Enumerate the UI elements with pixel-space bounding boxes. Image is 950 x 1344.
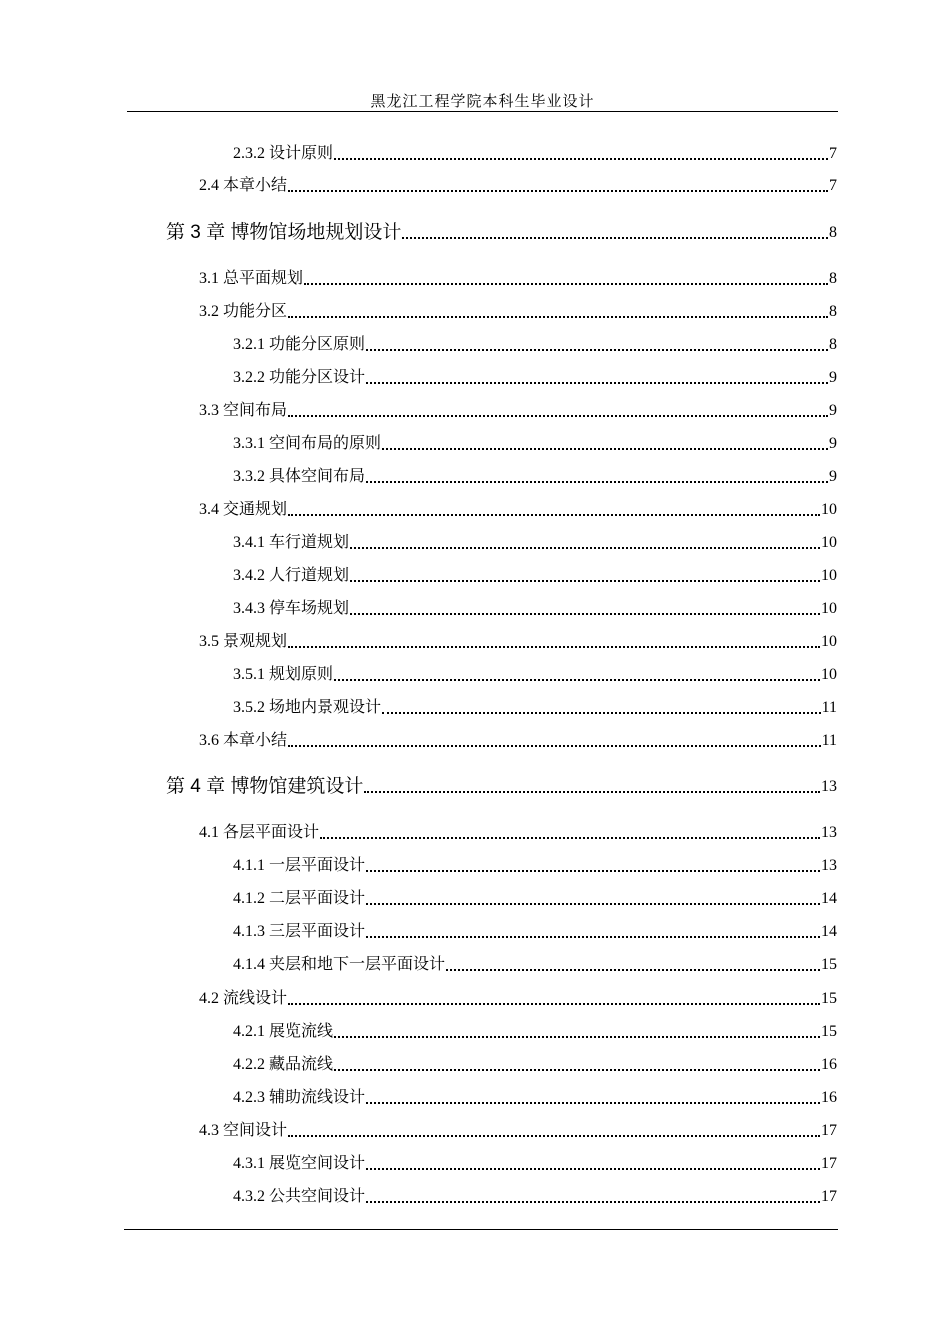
page-header: 黑龙江工程学院本科生毕业设计 — [370, 94, 595, 110]
toc-entry[interactable] — [199, 819, 837, 843]
toc-entry[interactable] — [233, 529, 837, 553]
toc-entry[interactable] — [233, 1183, 837, 1207]
toc-entry[interactable] — [233, 562, 837, 586]
toc-page-number: 15 — [821, 990, 837, 1007]
toc-chapter-entry[interactable] — [166, 773, 837, 797]
toc-page-number: 16 — [821, 1089, 837, 1106]
toc-entry[interactable] — [233, 694, 837, 718]
toc-dot-leader — [382, 448, 828, 450]
toc-dot-leader — [334, 1069, 820, 1071]
toc-chapter-entry[interactable] — [166, 219, 837, 243]
toc-page-number: 11 — [821, 732, 837, 749]
toc-page-number: 10 — [821, 567, 837, 584]
toc-dot-leader — [334, 1036, 820, 1038]
toc-page-number: 8 — [829, 336, 837, 353]
toc-dot-leader — [288, 745, 821, 747]
toc-entry[interactable] — [199, 172, 837, 196]
toc-dot-leader — [334, 158, 828, 160]
toc-dot-leader — [366, 1102, 820, 1104]
toc-page-number: 14 — [821, 890, 837, 907]
toc-dot-leader — [446, 969, 820, 971]
toc-dot-leader — [366, 481, 828, 483]
toc-entry-title: 4.3 空间设计 — [199, 1122, 288, 1139]
toc-dot-leader — [288, 1135, 820, 1137]
toc-dot-leader — [402, 237, 828, 239]
toc-entry[interactable] — [233, 918, 837, 942]
toc-entry[interactable] — [233, 430, 837, 454]
toc-entry[interactable] — [199, 1117, 837, 1141]
toc-dot-leader — [366, 382, 828, 384]
toc-entry[interactable] — [233, 1150, 837, 1174]
toc-page-number: 13 — [821, 824, 837, 841]
toc-page-number: 9 — [829, 435, 837, 452]
toc-dot-leader — [288, 646, 820, 648]
toc-entry-title: 4.1.3 三层平面设计 — [233, 923, 366, 940]
toc-entry[interactable] — [233, 140, 837, 164]
toc-dot-leader — [366, 1201, 820, 1203]
toc-entry-title: 3.4.1 车行道规划 — [233, 534, 350, 551]
toc-entry-title: 4.1.4 夹层和地下一层平面设计 — [233, 956, 446, 973]
toc-entry-title: 3.2.1 功能分区原则 — [233, 336, 366, 353]
toc-dot-leader — [288, 316, 828, 318]
toc-dot-leader — [366, 349, 828, 351]
toc-dot-leader — [288, 415, 828, 417]
toc-dot-leader — [304, 283, 828, 285]
toc-entry-title: 2.3.2 设计原则 — [233, 145, 334, 162]
toc-dot-leader — [366, 870, 820, 872]
toc-page-number: 17 — [821, 1122, 837, 1139]
toc-entry[interactable] — [199, 727, 837, 751]
toc-entry-title: 2.4 本章小结 — [199, 177, 288, 194]
toc-page-number: 13 — [821, 778, 837, 795]
toc-entry[interactable] — [233, 1084, 837, 1108]
toc-entry-title: 3.2 功能分区 — [199, 303, 288, 320]
toc-dot-leader — [364, 791, 820, 793]
toc-entry-title: 3.3.1 空间布局的原则 — [233, 435, 382, 452]
toc-entry-title: 4.2.2 藏品流线 — [233, 1056, 334, 1073]
toc-entry-title: 4.1 各层平面设计 — [199, 824, 320, 841]
toc-entry[interactable] — [199, 298, 837, 322]
toc-dot-leader — [366, 903, 820, 905]
toc-dot-leader — [366, 936, 820, 938]
toc-entry[interactable] — [233, 463, 837, 487]
toc-page-number: 17 — [821, 1155, 837, 1172]
toc-page-number: 7 — [829, 145, 837, 162]
toc-dot-leader — [288, 514, 820, 516]
toc-entry[interactable] — [233, 661, 837, 685]
toc-dot-leader — [366, 1168, 820, 1170]
toc-entry-title: 3.2.2 功能分区设计 — [233, 369, 366, 386]
toc-entry-title: 4.2 流线设计 — [199, 990, 288, 1007]
toc-page-number: 14 — [821, 923, 837, 940]
toc-entry-title: 3.3 空间布局 — [199, 402, 288, 419]
toc-entry[interactable] — [233, 595, 837, 619]
toc-entry[interactable] — [199, 496, 837, 520]
toc-dot-leader — [288, 190, 828, 192]
toc-page-number: 8 — [829, 224, 837, 241]
toc-page-number: 10 — [821, 633, 837, 650]
toc-entry-title: 3.5.2 场地内景观设计 — [233, 699, 382, 716]
toc-entry-title: 4.1.2 二层平面设计 — [233, 890, 366, 907]
toc-entry[interactable] — [233, 364, 837, 388]
toc-dot-leader — [334, 679, 820, 681]
toc-entry-title: 3.4 交通规划 — [199, 501, 288, 518]
toc-entry-title: 3.4.3 停车场规划 — [233, 600, 350, 617]
toc-entry[interactable] — [199, 265, 837, 289]
toc-entry-title: 3.3.2 具体空间布局 — [233, 468, 366, 485]
footer-divider — [124, 1229, 838, 1230]
toc-entry[interactable] — [233, 1051, 837, 1075]
toc-entry[interactable] — [233, 852, 837, 876]
toc-dot-leader — [320, 837, 820, 839]
toc-page-number: 9 — [829, 468, 837, 485]
toc-entry-title: 3.6 本章小结 — [199, 732, 288, 749]
toc-entry-title: 4.1.1 一层平面设计 — [233, 857, 366, 874]
toc-dot-leader — [350, 547, 820, 549]
toc-page-number: 7 — [829, 177, 837, 194]
toc-entry[interactable] — [199, 628, 837, 652]
toc-page-number: 9 — [829, 402, 837, 419]
toc-entry[interactable] — [233, 951, 837, 975]
toc-entry[interactable] — [233, 885, 837, 909]
toc-page-number: 9 — [829, 369, 837, 386]
toc-entry-title: 3.4.2 人行道规划 — [233, 567, 350, 584]
toc-entry-title: 4.3.1 展览空间设计 — [233, 1155, 366, 1172]
toc-dot-leader — [350, 580, 820, 582]
toc-entry-title: 4.2.1 展览流线 — [233, 1023, 334, 1040]
toc-page-number: 15 — [821, 1023, 837, 1040]
toc-page-number: 10 — [821, 534, 837, 551]
toc-entry-title: 第 4 章 博物馆建筑设计 — [166, 776, 364, 797]
toc-entry-title: 第 3 章 博物馆场地规划设计 — [166, 222, 402, 243]
toc-page-number: 8 — [829, 270, 837, 287]
toc-page-number: 8 — [829, 303, 837, 320]
toc-page-number: 16 — [821, 1056, 837, 1073]
toc-entry-title: 4.2.3 辅助流线设计 — [233, 1089, 366, 1106]
toc-page-number: 13 — [821, 857, 837, 874]
toc-dot-leader — [382, 712, 821, 714]
toc-page-number: 10 — [821, 600, 837, 617]
toc-entry-title: 3.5 景观规划 — [199, 633, 288, 650]
toc-page-number: 10 — [821, 666, 837, 683]
toc-page-number: 17 — [821, 1188, 837, 1205]
toc-entry[interactable] — [199, 397, 837, 421]
toc-dot-leader — [350, 613, 820, 615]
toc-entry[interactable] — [199, 985, 837, 1009]
toc-page-number: 15 — [821, 956, 837, 973]
toc-entry-title: 4.3.2 公共空间设计 — [233, 1188, 366, 1205]
toc-entry[interactable] — [233, 1018, 837, 1042]
toc-dot-leader — [288, 1003, 820, 1005]
toc-entry[interactable] — [233, 331, 837, 355]
toc-entry-title: 3.5.1 规划原则 — [233, 666, 334, 683]
toc-page-number: 10 — [821, 501, 837, 518]
toc-entry-title: 3.1 总平面规划 — [199, 270, 304, 287]
toc-page-number: 11 — [821, 699, 837, 716]
